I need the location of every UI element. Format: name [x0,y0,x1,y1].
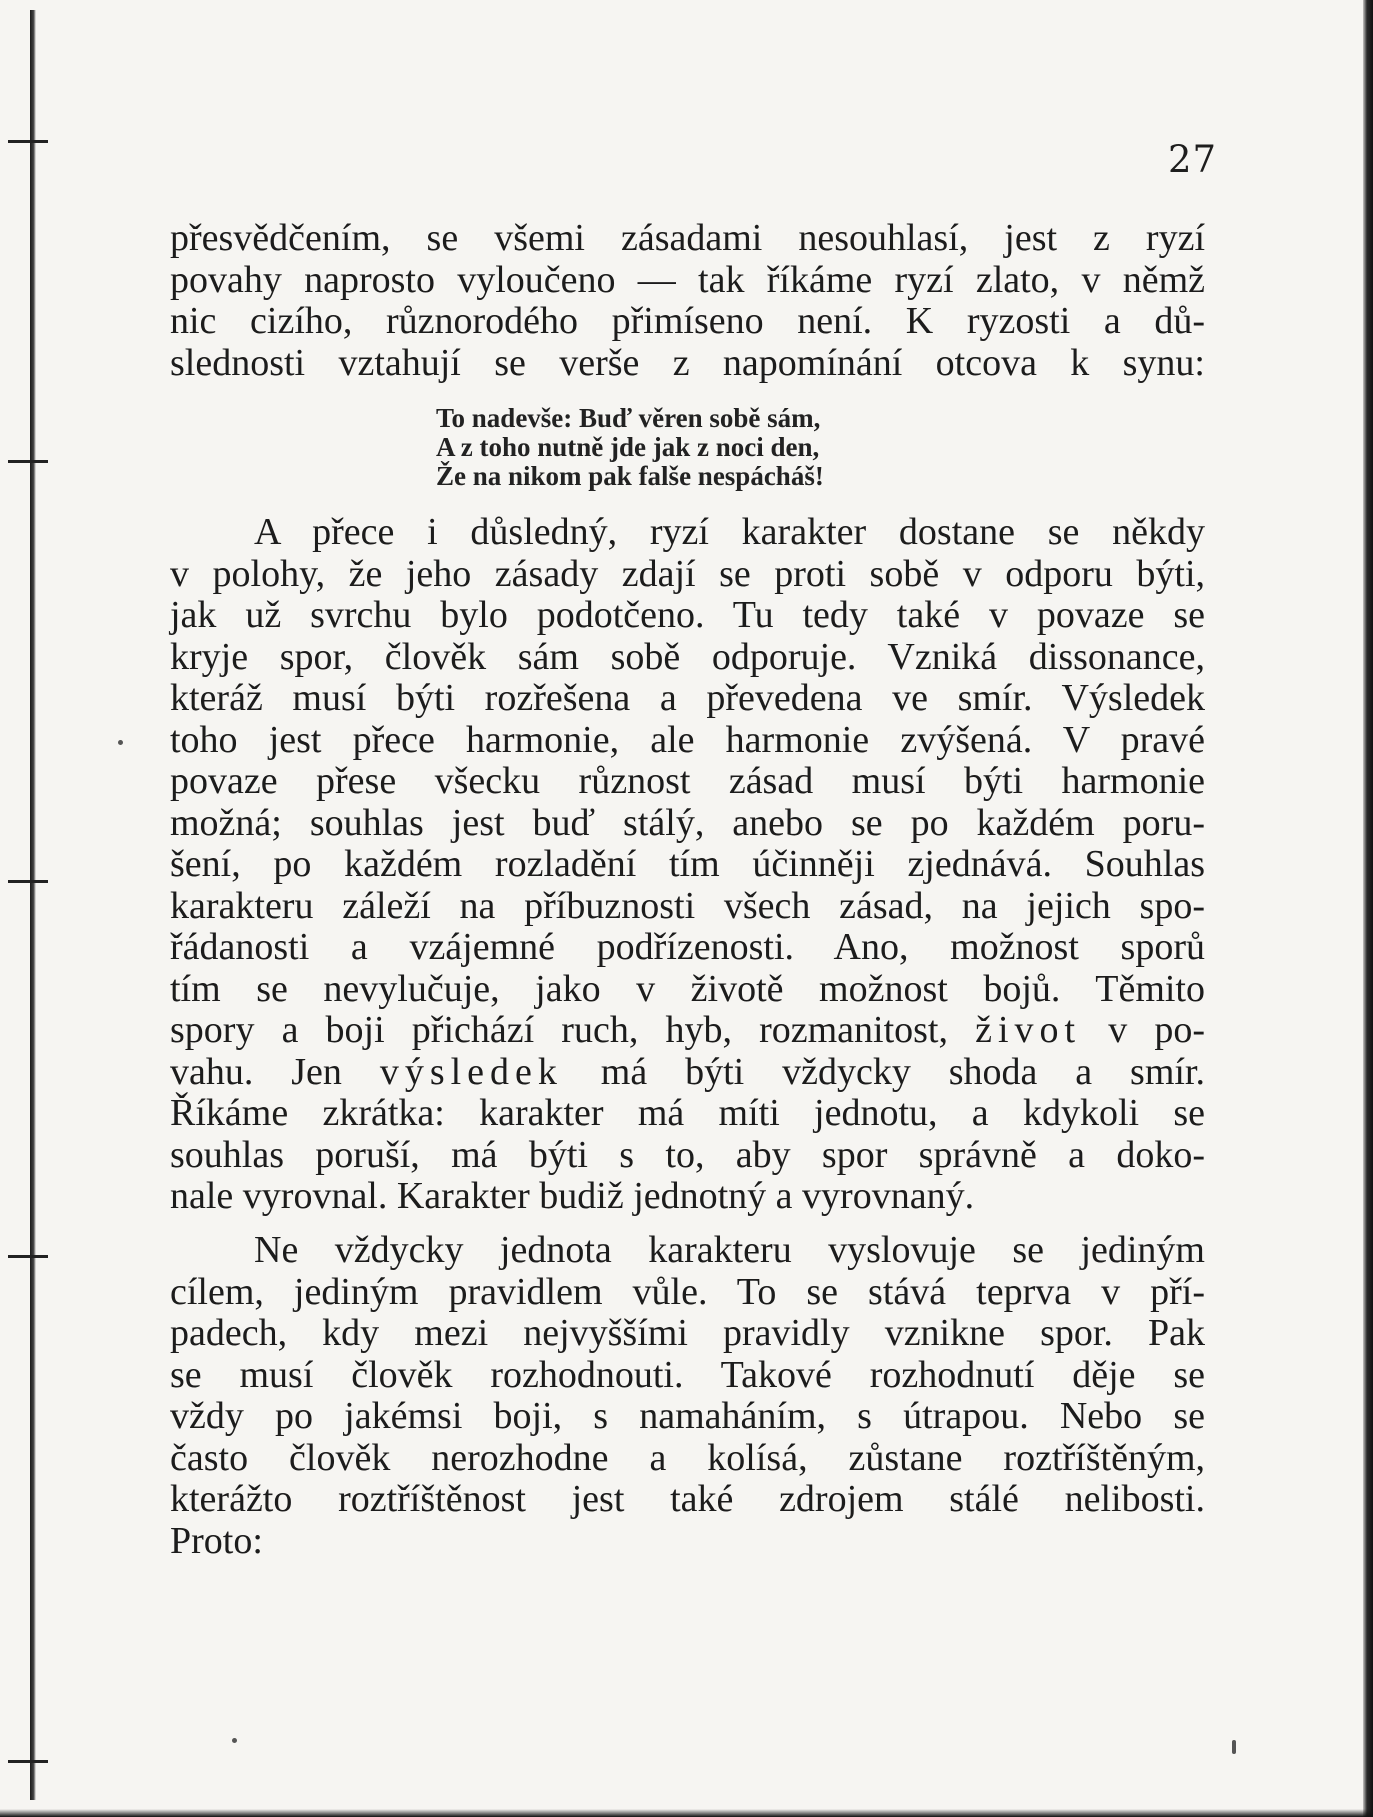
paragraph-2 [170,512,1205,1218]
text-line: vždy po jakémsi boji, s namaháním, s útrapou. Nebo se [170,1395,1205,1437]
text-line: kterážto roztříštěnost jest také zdrojem stálé nelibosti. [170,1478,1205,1520]
text-line: povaze přese všecku různost zásad musí býti harmonie [170,760,1205,802]
text-line: nic cizího, různorodého přimíseno není. K ryzosti a dů- [170,300,1205,342]
text-fragment: spory a boji přichází ruch, hyb, rozmanitost, [170,1009,948,1051]
text-line: řádanosti a vzájemné podřízenosti. Ano, možnost sporů [170,926,1205,968]
page-number: 27 [1168,138,1218,181]
text-line: se musí člověk rozhodnouti. Takové rozhodnutí děje se [170,1353,1205,1396]
text-fragment: vahu. Jen [170,1050,342,1093]
text-line: jak už svrchu bylo podotčeno. Tu tedy také v povaze se [170,594,1205,636]
poem-line: Že na nikom pak falše nespácháš! [436,461,824,491]
text-line: Ne vždycky jednota karakteru vyslovuje se jediným [254,1229,1205,1271]
text-line: karakteru záleží na příbuznosti všech zásad, na jejich spo- [170,884,1205,927]
text-line: přesvědčením, se všemi zásadami nesouhlasí, jest z ryzí [170,217,1205,259]
text-line: toho jest přece harmonie, ale harmonie zvýšená. V pravé [170,718,1205,761]
text-line: Proto: [170,1519,263,1562]
poem-line: A z toho nutně jde jak z noci den, [436,432,820,462]
binding-mark [8,1760,48,1763]
text-line: kryje spor, člověk sám sobě odporuje. Vzniká dissonance, [170,635,1205,678]
paragraph-3 [170,1230,1205,1562]
scan-speck [232,1738,237,1743]
text-line: Říkáme zkrátka: karakter má míti jednotu, a kdykoli se [170,1092,1205,1134]
scan-speck [1232,1740,1236,1754]
spaced-emphasis-word: výsledek [379,1050,563,1093]
text-line: padech, kdy mezi nejvyššími pravidly vznikne spor. Pak [170,1312,1205,1354]
text-line: cílem, jediným pravidlem vůle. To se stává teprva v pří- [170,1270,1205,1313]
text-line: povahy naprosto vyloučeno — tak říkáme ryzí zlato, v němž [170,258,1205,301]
page-right-edge [1363,0,1373,1817]
page-left-edge [30,10,36,1800]
binding-mark [8,140,48,143]
text-line-with-spaced-word [170,1010,1205,1052]
scan-speck [118,740,123,745]
poem-quote [436,404,824,491]
binding-mark [8,460,48,463]
text-line: možná; souhlas jest buď stálý, anebo se po každém poru- [170,801,1205,844]
text-line: nale vyrovnal. Karakter budiž jednotný a vyrovnaný. [170,1175,975,1217]
text-line: kteráž musí býti rozřešena a převedena ve smír. Výsledek [170,677,1205,719]
text-line-with-spaced-word [170,1052,1205,1094]
binding-mark [8,1255,48,1258]
page-bottom-edge [0,1809,1373,1817]
text-line: tím se nevylučuje, jako v životě možnost bojů. Těmito [170,967,1205,1010]
poem-line: To nadevše: Buď věren sobě sám, [436,403,821,433]
text-line: slednosti vztahují se verše z napomínání otcova k synu: [170,341,1205,384]
text-fragment: v po- [1108,1009,1206,1051]
text-line: často člověk nerozhodne a kolísá, zůstane roztříštěným, [170,1436,1205,1479]
text-line: šení, po každém rozladění tím účinněji zjednává. Souhlas [170,843,1205,885]
text-line: v polohy, že jeho zásady zdají se proti sobě v odporu býti, [170,552,1205,595]
binding-mark [8,880,48,883]
text-line: souhlas poruší, má býti s to, aby spor správně a doko- [170,1133,1205,1176]
paragraph-1 [170,218,1205,384]
text-fragment: má býti vždycky shoda a smír. [600,1050,1205,1093]
text-line: A přece i důsledný, ryzí karakter dostane se někdy [254,511,1205,553]
spaced-emphasis-word: život [975,1009,1082,1051]
